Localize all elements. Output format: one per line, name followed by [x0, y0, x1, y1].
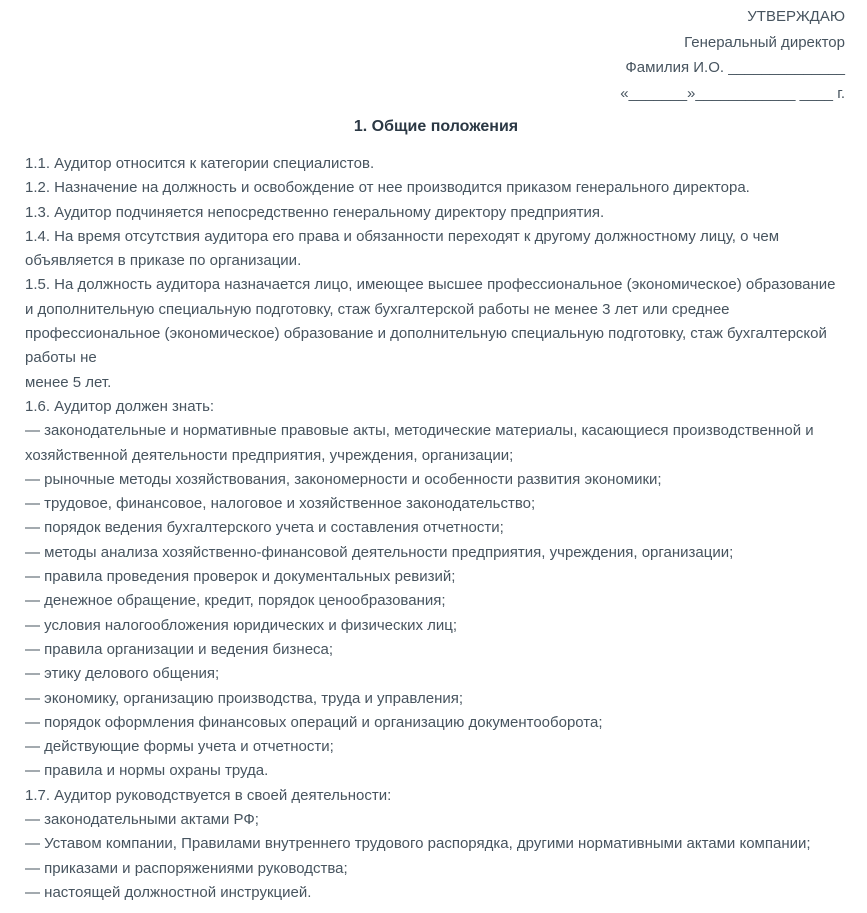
section-heading: 1. Общие положения — [353, 118, 519, 135]
document-line: — этику делового общения; — [25, 665, 220, 683]
document-line: 1.6. Аудитор должен знать: — [25, 397, 215, 415]
approval-line: Генеральный директор — [684, 33, 845, 51]
approval-block — [25, 4, 847, 106]
document-line: — законодательными актами РФ; — [25, 811, 259, 829]
document-body — [25, 152, 847, 905]
document-line: и дополнительную специальную подготовку, стаж бухгалтерской работы не менее 3 лет или среднее — [25, 300, 730, 318]
approval-line: «_______»____________ ____ г. — [620, 84, 845, 102]
document-line: — порядок оформления финансовых операций и организацию документооборота; — [25, 713, 603, 731]
document-line: — порядок ведения бухгалтерского учета и составления отчетности; — [25, 519, 504, 537]
document-line: 1.7. Аудитор руководствуется в своей деятельности: — [25, 786, 392, 804]
document-line: — методы анализа хозяйственно-финансовой деятельности предприятия, учреждения, организации; — [25, 543, 734, 561]
document-line: — денежное обращение, кредит, порядок ценообразования; — [25, 592, 446, 610]
approval-line: УТВЕРЖДАЮ — [747, 8, 845, 25]
approval-line: Фамилия И.О. ______________ — [625, 59, 845, 76]
document-line: 1.2. Назначение на должность и освобождение от нее производится приказом генерального директора. — [25, 179, 750, 197]
document-line: 1.5. На должность аудитора назначается лицо, имеющее высшее профессиональное (экономическое) образование — [25, 276, 836, 294]
document-line: — правила проведения проверок и документальных ревизий; — [25, 568, 456, 586]
document-line: — приказами и распоряжениями руководства; — [25, 859, 348, 877]
document-line: работы не — [25, 349, 97, 367]
document-line: объявляется в приказе по организации. — [25, 252, 302, 270]
document-line: — Уставом компании, Правилами внутреннего трудового распорядка, другими нормативными актами компании; — [25, 835, 811, 853]
document-line: — условия налогообложения юридических и физических лиц; — [25, 616, 458, 634]
document-line: — экономику, организацию производства, труда и управления; — [25, 689, 464, 707]
document-line: — настоящей должностной инструкцией. — [25, 883, 312, 901]
document-line: 1.3. Аудитор подчиняется непосредственно генеральному директору предприятия. — [25, 203, 605, 221]
document-line: — законодательные и нормативные правовые акты, методические материалы, касающиеся производственной и — [25, 422, 814, 440]
document-line: — правила и нормы охраны труда. — [25, 762, 269, 780]
document-line: хозяйственной деятельности предприятия, учреждения, организации; — [25, 446, 514, 464]
document-line: профессиональное (экономическое) образование и дополнительную специальную подготовку, стаж бухгалтерской — [25, 325, 827, 343]
document-line: 1.1. Аудитор относится к категории специалистов. — [25, 155, 375, 172]
document-line: — действующие формы учета и отчетности; — [25, 738, 334, 756]
document-line: — рыночные методы хозяйствования, закономерности и особенности развития экономики; — [25, 470, 662, 488]
document-line: менее 5 лет. — [25, 373, 112, 391]
document-line: — трудовое, финансовое, налоговое и хозяйственное законодательство; — [25, 495, 536, 513]
document-line: 1.4. На время отсутствия аудитора его права и обязанности переходят к другому должностному лицу, о чем — [25, 227, 780, 245]
document-line: — правила организации и ведения бизнеса; — [25, 640, 334, 658]
